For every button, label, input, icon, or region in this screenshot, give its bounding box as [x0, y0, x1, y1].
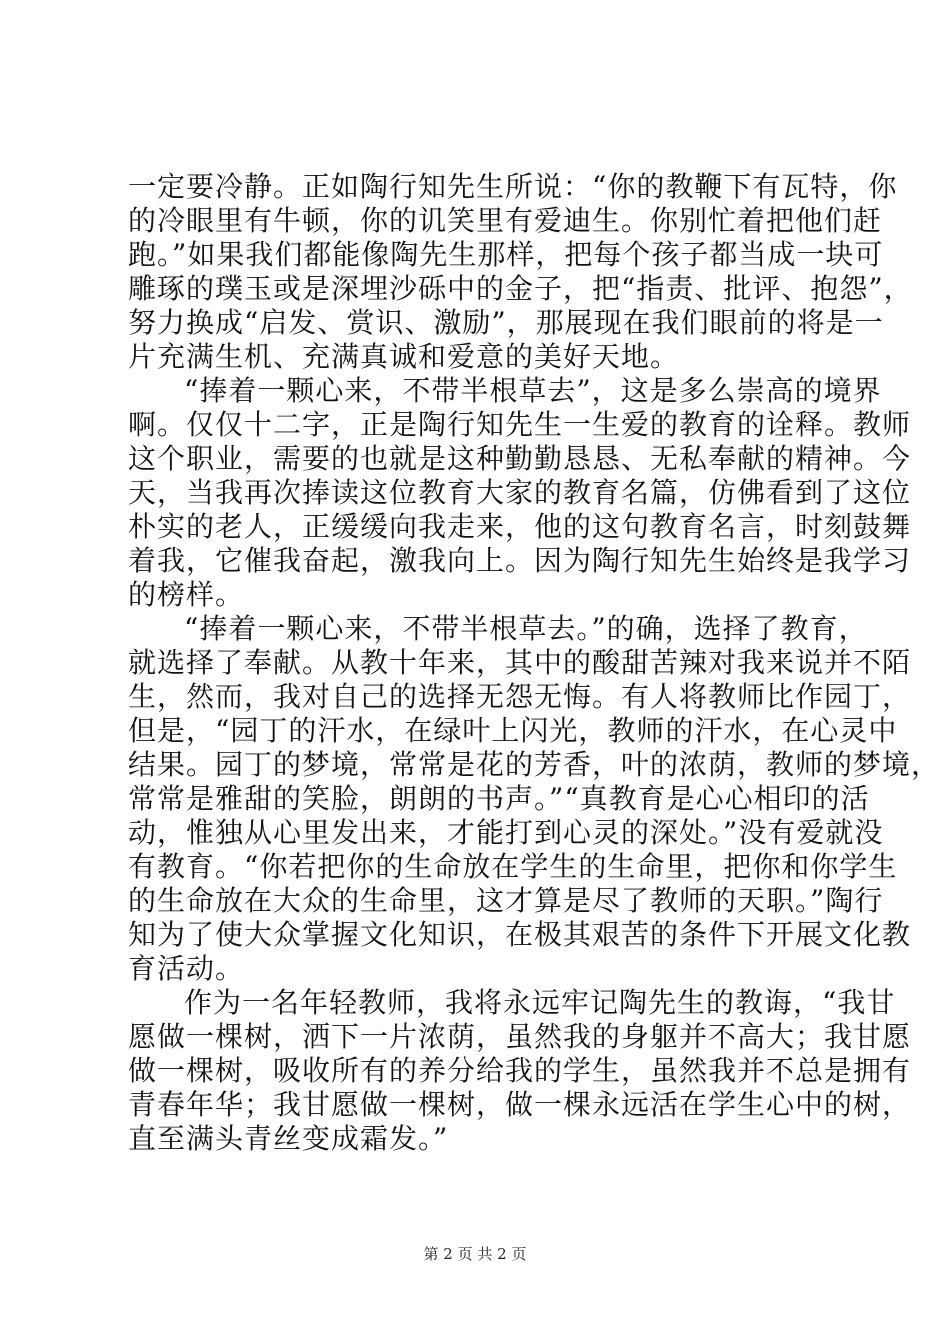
text-line: 的生命放在大众的生命里，这才算是尽了教师的天职。”陶行: [128, 884, 884, 917]
text-line: 啊。仅仅十二字，正是陶行知先生一生爱的教育的诠释。教师: [128, 408, 912, 441]
text-line: 雕琢的璞玉或是深埋沙砾中的金子，把“指责、批评、抱怨”，: [128, 272, 913, 305]
text-line: 有教育。“你若把你的生命放在学生的生命里，把你和你学生: [128, 850, 898, 883]
text-line: 动，惟独从心里发出来，才能打到心灵的深处。”没有爱就没: [128, 816, 884, 849]
text-line: 跑。”如果我们都能像陶先生那样，把每个孩子都当成一块可: [128, 238, 884, 271]
text-line: 努力换成“启发、赏识、激励”，那展现在我们眼前的将是一: [128, 306, 884, 339]
text-line: 青春年华；我甘愿做一棵树，做一棵永远活在学生心中的树，: [128, 1088, 912, 1121]
text-line: “捧着一颗心来，不带半根草去”，这是多么崇高的境界: [184, 374, 882, 407]
text-line: 就选择了奉献。从教十年来，其中的酸甜苦辣对我来说并不陌: [128, 646, 912, 679]
text-line: 但是，“园丁的汗水，在绿叶上闪光，教师的汗水，在心灵中: [128, 714, 898, 747]
text-line: 着我，它催我奋起，激我向上。因为陶行知先生始终是我学习: [128, 544, 912, 577]
page-number-footer: 第 2 页 共 2 页: [423, 1245, 527, 1263]
paragraph-3: [128, 612, 941, 986]
text-line: 做一棵树，吸收所有的养分给我的学生，虽然我并不总是拥有: [128, 1054, 912, 1087]
text-line: 知为了使大众掌握文化知识，在极其艰苦的条件下开展文化教: [128, 918, 912, 951]
text-line: 生，然而，我对自己的选择无怨无悔。有人将教师比作园丁，: [128, 680, 912, 713]
text-line: 这个职业，需要的也就是这种勤勤恳恳、无私奉献的精神。今: [128, 442, 912, 475]
text-line: 片充满生机、充满真诚和爱意的美好天地。: [128, 340, 680, 373]
text-line: 朴实的老人，正缓缓向我走来，他的这句教育名言，时刻鼓舞: [128, 510, 912, 543]
text-line: 一定要冷静。正如陶行知先生所说：“你的教鞭下有瓦特，你: [128, 170, 898, 203]
text-line: 常常是雅甜的笑脸，朗朗的书声。”“真教育是心心相印的活: [128, 782, 870, 815]
document-body: [128, 170, 941, 1156]
paragraph-1: [128, 170, 913, 374]
text-line: “捧着一颗心来，不带半根草去。”的确，选择了教育，: [184, 612, 868, 645]
text-line: 育活动。: [128, 952, 245, 985]
text-line: 天，当我再次捧读这位教育大家的教育名篇，仿佛看到了这位: [128, 476, 912, 509]
text-line: 的榜样。: [128, 578, 245, 611]
text-line: 愿做一棵树，洒下一片浓荫，虽然我的身躯并不高大；我甘愿: [128, 1020, 912, 1053]
text-line: 作为一名年轻教师，我将永远牢记陶先生的教诲，“我甘: [184, 986, 896, 1019]
text-line: 直至满头青丝变成霜发。”: [128, 1122, 449, 1155]
text-line: 的冷眼里有牛顿，你的讥笑里有爱迪生。你别忙着把他们赶: [128, 204, 883, 237]
text-line: 结果。园丁的梦境，常常是花的芳香，叶的浓荫，教师的梦境，: [128, 748, 941, 781]
paragraph-4: [128, 986, 912, 1156]
paragraph-2: [128, 374, 912, 612]
